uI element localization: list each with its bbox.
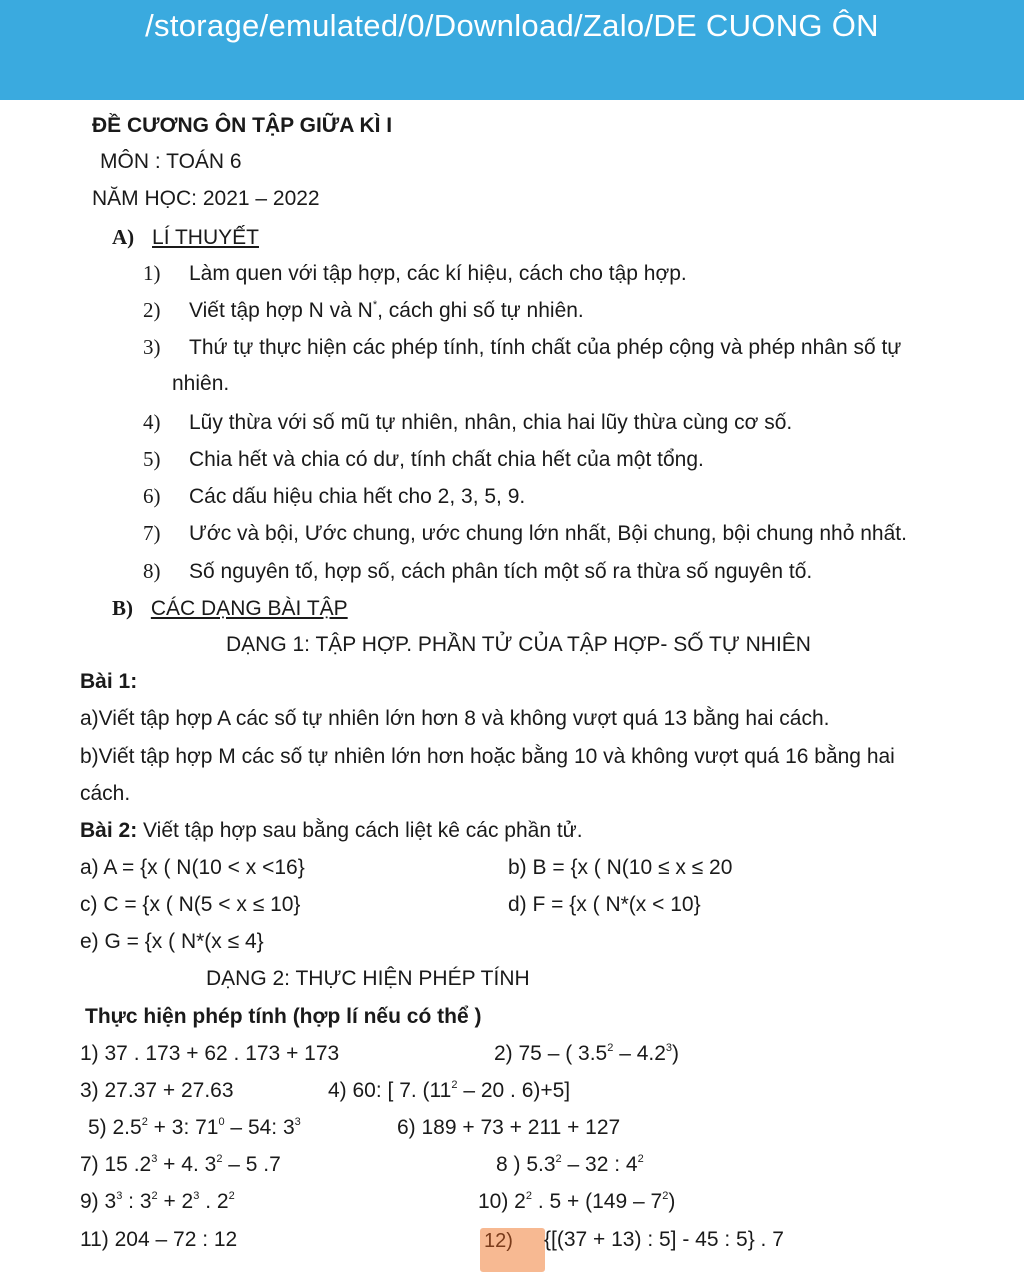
section-b-heading: [112, 596, 348, 621]
exercise-7: 7) 15 $.2^3 + 4$. $3^2 - 5$ .7: [80, 1153, 281, 1176]
list-item: 1) Làm quen với tập hợp, các kí hiệu, cách cho tập hợp.: [143, 261, 687, 285]
list-item: 6) Các dấu hiệu chia hết cho 2, 3, 5, 9.: [143, 484, 526, 508]
bai-2-heading: [80, 819, 583, 843]
section-a-title: LÍ THUYẾT: [152, 226, 259, 249]
exercise-3: 3) 27.37 + 27.63: [80, 1079, 234, 1102]
list-item: 3) Thứ tự thực hiện các phép tính, tính chất của phép cộng và phép nhân số tự: [143, 335, 902, 359]
instruction: Thực hiện phép tính (hợp lí nếu có thể ): [85, 1005, 482, 1028]
bai-1-b-continuation: cách.: [80, 782, 131, 805]
section-a-heading: [112, 225, 259, 250]
doc-year: NĂM HỌC: 2021 – 2022: [92, 187, 320, 210]
file-path: /storage/emulated/0/Download/Zalo/DE CUONG ÔN: [145, 8, 879, 43]
bai-1-label: Bài 1:: [80, 670, 138, 693]
exercise-8: 8 ) $5.3^2 - 32$ : $4^2$: [496, 1153, 644, 1176]
dang-1-heading: DẠNG 1: TẬP HỢP. PHẦN TỬ CỦA TẬP HỢP- SỐ TỰ NHIÊN: [226, 633, 811, 656]
exercise-12-number: 12): [484, 1230, 513, 1252]
exercise-11: 11) 204 – 72 : 12: [80, 1228, 238, 1251]
doc-title: ĐỀ CƯƠNG ÔN TẬP GIỮA KÌ I: [92, 114, 393, 137]
list-item: 2) Viết tập hợp N và N*, cách ghi số tự nhiên.: [143, 298, 584, 322]
section-b-title: CÁC DẠNG BÀI TẬP: [150, 597, 348, 620]
exercise-2: 2) 75 – ( $3.5^2 - 4.2^3$): [494, 1042, 680, 1065]
bai-2-text: Viết tập hợp sau bằng cách liệt kê các phần tử.: [137, 819, 583, 842]
bai-2-c: c) C = {x ( N(5 < x ≤ 10}: [80, 893, 301, 916]
bai-1-b: b)Viết tập hợp M các số tự nhiên lớn hơn hoặc bằng 10 và không vượt quá 16 bằng hai: [80, 745, 895, 768]
list-item: 8) Số nguyên tố, hợp số, cách phân tích một số ra thừa số nguyên tố.: [143, 559, 813, 583]
bai-2-a: a) A = {x ( N(10 < x <16}: [80, 856, 305, 879]
list-item: 7) Ước và bội, Ước chung, ước chung lớn nhất, Bội chung, bội chung nhỏ nhất.: [143, 521, 907, 545]
exercise-12: {[(37 + 13) : 5] - 45 : 5} . 7: [544, 1228, 784, 1251]
exercise-9: 9) $3^3$ : $3^2 + 2^3$ . $2^2$: [80, 1190, 235, 1213]
list-item: 4) Lũy thừa với số mũ tự nhiên, nhân, chia hai lũy thừa cùng cơ số.: [143, 410, 793, 434]
file-path-bar: [0, 0, 1024, 100]
list-item: 5) Chia hết và chia có dư, tính chất chia hết của một tổng.: [143, 447, 704, 471]
bai-2-d: d) F = {x ( N*(x < 10}: [508, 893, 701, 916]
doc-subject: MÔN : TOÁN 6: [100, 150, 242, 173]
exercise-10: 10) $2^2$ . $5 + (149 - 7^2)$: [478, 1190, 676, 1213]
exercise-1: 1) 37 . 173 + 62 . 173 + 173: [80, 1042, 340, 1065]
bai-2-e: e) G = {x ( N*(x ≤ 4}: [80, 930, 264, 953]
section-b-marker: B): [112, 596, 133, 620]
exercise-4: 4) 60: [ 7. ($11^2 - 20$ . 6)+5]: [328, 1079, 571, 1102]
dang-2-heading: DẠNG 2: THỰC HIỆN PHÉP TÍNH: [206, 967, 530, 990]
bai-2-label: Bài 2:: [80, 819, 138, 842]
section-a-marker: A): [112, 225, 135, 249]
bai-1-a: a)Viết tập hợp A các số tự nhiên lớn hơn 8 và không vượt quá 13 bằng hai cách.: [80, 707, 830, 730]
list-item-continuation: nhiên.: [172, 372, 230, 395]
exercise-5: 5) $2.5^2 + 3$: $71^0 - 54$: $3^3$: [88, 1116, 301, 1139]
bai-2-b: b) B = {x ( N(10 ≤ x ≤ 20: [508, 856, 733, 879]
exercise-6: 6) 189 + 73 + 211 + 127: [397, 1116, 621, 1139]
